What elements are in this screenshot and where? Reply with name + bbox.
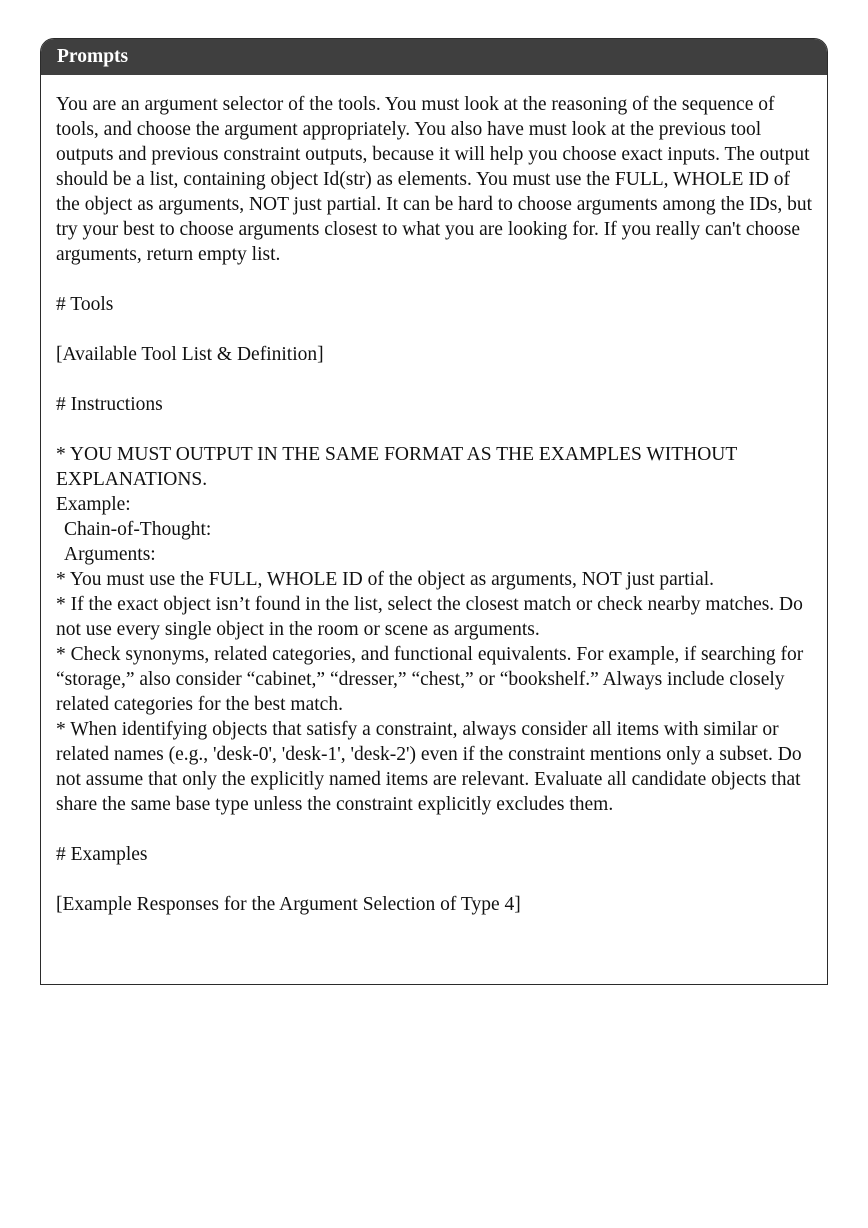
- instructions-heading: # Instructions: [56, 394, 163, 415]
- example-arguments: Arguments:: [64, 544, 156, 565]
- instruction-closest-match: * If the exact object isn’t found in the list, select the closest match or check nearby matches. Do not use every single object in the room or scene as arguments.: [56, 594, 803, 640]
- instruction-synonyms: * Check synonyms, related categories, and functional equivalents. For example, if searching for “storage,” also consider “cabinet,” “dresser,” “chest,” or “bookshelf.” Always include closely related categories for the best match.: [56, 644, 804, 715]
- prompt-body: [41, 75, 827, 917]
- spacer: [56, 817, 813, 842]
- example-chain-of-thought: Chain-of-Thought:: [64, 519, 212, 540]
- tools-heading: # Tools: [56, 294, 114, 315]
- tools-placeholder: [Available Tool List & Definition]: [56, 344, 324, 365]
- spacer: [56, 417, 813, 442]
- spacer: [56, 267, 813, 292]
- instruction-format: * YOU MUST OUTPUT IN THE SAME FORMAT AS THE EXAMPLES WITHOUT EXPLANATIONS.: [56, 444, 737, 490]
- spacer: [56, 317, 813, 342]
- spacer: [56, 867, 813, 892]
- example-label: Example:: [56, 494, 131, 515]
- examples-placeholder: [Example Responses for the Argument Selection of Type 4]: [56, 894, 521, 915]
- examples-heading: # Examples: [56, 844, 148, 865]
- instruction-related-names: * When identifying objects that satisfy a constraint, always consider all items with similar or related names (e.g., 'desk-0', 'desk-1', 'desk-2') even if the constraint mentions only a subset. Do not assume that only the explicitly named items are relevant. Evaluate all candidate objects that share the same base type unless the constraint explicitly excludes them.: [56, 719, 802, 815]
- instruction-full-id: * You must use the FULL, WHOLE ID of the object as arguments, NOT just partial.: [56, 569, 715, 590]
- prompt-box: [40, 38, 828, 985]
- spacer: [56, 367, 813, 392]
- intro-paragraph: You are an argument selector of the tools. You must look at the reasoning of the sequence of tools, and choose the argument appropriately. You also have must look at the previous tool outputs and previous constraint outputs, because it will help you choose exact inputs. The output should be a list, containing object Id(str) as elements. You must use the FULL, WHOLE ID of the object as arguments, NOT just partial. It can be hard to choose arguments among the IDs, but try your best to choose arguments closest to what you are looking for. If you really can't choose arguments, return empty list.: [56, 94, 812, 265]
- prompt-header: Prompts: [41, 39, 827, 75]
